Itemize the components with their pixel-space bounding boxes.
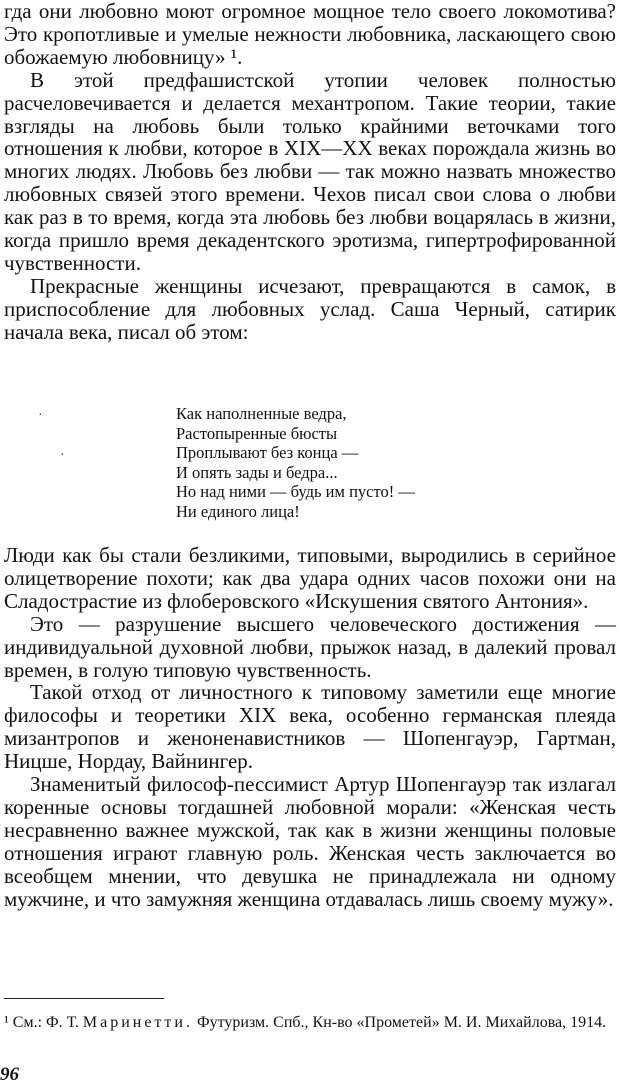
paragraph: Прекрасные женщины исчезают, превращаются в самок, в приспособление для любовных услад. Саша Черный, сатирик начала века, писал об этом: xyxy=(4,273,616,344)
footnote-author: Маринетти. xyxy=(82,1014,193,1031)
paragraph-continued: гда они любовно моют огромное мощное тело своего локомотива? Это кропотливые и умелые нежности любовника, ласкающего свою обожаемую любовницу» ¹. xyxy=(4,0,616,69)
verse-line: Ни единого лица! xyxy=(176,501,300,521)
footnote-text: Футуризм. Спб., Кн-во «Прометей» М. И. Михайлова, 1914. xyxy=(196,1014,607,1031)
verse-line: Но над ними — будь им пусто! — xyxy=(176,482,415,501)
paragraph: Знаменитый философ-пессимист Артур Шопенгауэр так излагал коренные основы тогдашней любовной морали: «Женская честь несравненно важнее мужской, так как в жизни женщины половые отношения играют главную роль. Женская честь заключается во всеобщем мнении, что девушка не принадлежала ни одному мужчине, и что замужняя женщина отдавалась лишь своему мужу». xyxy=(4,772,616,911)
footnote-divider xyxy=(4,998,164,999)
poem-quote xyxy=(176,404,415,521)
paragraph: Люди как бы стали безликими, типовыми, выродились в серийное олицетворение похоти; как два удара одних часов похожи они на Сладострастие из флоберовского «Искушения святого Антония». xyxy=(4,543,616,613)
verse-line: И опять зады и бедра... xyxy=(176,462,338,482)
verse-line: Растопыренные бюсты xyxy=(176,423,338,443)
body-text-bottom xyxy=(4,544,616,911)
footnote-marker: ¹ См.: Ф. Т. xyxy=(4,1014,79,1031)
verse-line: Проплывают без конца — xyxy=(176,443,359,462)
print-speck: · xyxy=(38,408,43,423)
verse-line: Как наполненные ведра, xyxy=(176,404,347,423)
body-text-top xyxy=(4,0,616,344)
print-speck: · xyxy=(60,448,65,463)
paragraph: В этой предфашистской утопии человек полностью расчеловечивается и делается механтропом. Такие теории, такие взгляды на любовь были только крайними веточками того отношения к любви, которое в XIX—XX веках порождала жизнь во многих людях. Любовь без любви — так можно назвать множество любовных связей этого времени. Чехов писал свои слова о любви как раз в то время, когда эта любовь без любви воцарялась в жизни, когда пришло время декадентского эротизма, гипертрофированной чувственности. xyxy=(4,67,616,275)
paragraph: Такой отход от личностного к типовому заметили еще многие философы и теоретики XIX века, особенно германская плеяда мизантропов и женоненавистников — Шопенгауэр, Гартман, Ницше, Нордау, Вайнингер. xyxy=(4,680,616,774)
page-number: 96 xyxy=(0,1064,19,1085)
paragraph: Это — разрушение высшего человеческого достижения — индивидуальной духовной любви, прыжок назад, в далекий провал времен, в голую типовую чувственность. xyxy=(4,611,616,682)
footnote xyxy=(4,1013,616,1033)
